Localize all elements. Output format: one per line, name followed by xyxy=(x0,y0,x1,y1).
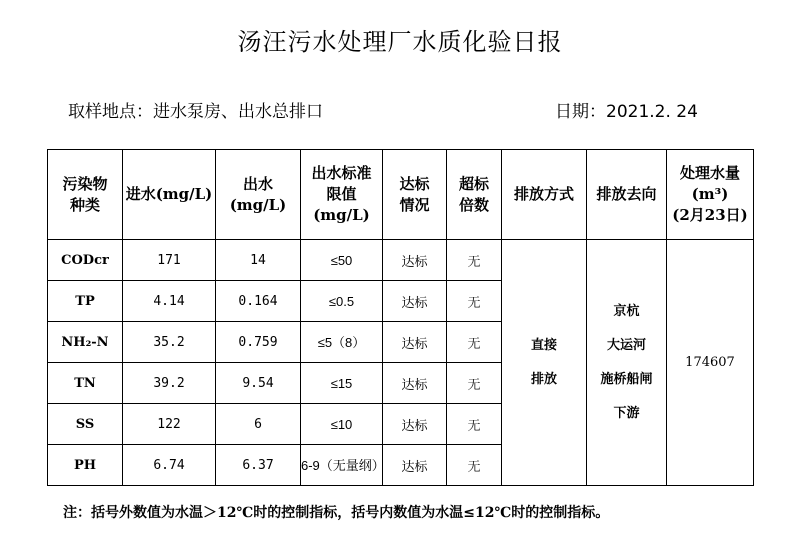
limit-cell: 6-9（无量纲） xyxy=(301,445,383,486)
water-quality-table xyxy=(47,149,754,486)
inflow-cell: 35.2 xyxy=(123,322,216,363)
inflow-cell: 6.74 xyxy=(123,445,216,486)
outflow-cell: 0.759 xyxy=(216,322,301,363)
header-discharge-method: 排放方式 xyxy=(502,150,587,240)
header-discharge-destination: 排放去向 xyxy=(587,150,667,240)
status-cell: 达标 xyxy=(383,281,447,322)
pollutant-cell: TP xyxy=(48,281,123,322)
outflow-cell: 6.37 xyxy=(216,445,301,486)
excess-cell: 无 xyxy=(447,322,502,363)
volume-cell: 174607 xyxy=(667,240,754,486)
status-cell: 达标 xyxy=(383,240,447,281)
excess-cell: 无 xyxy=(447,363,502,404)
status-cell: 达标 xyxy=(383,404,447,445)
header-excess: 超标 倍数 xyxy=(447,150,502,240)
inflow-cell: 122 xyxy=(123,404,216,445)
report-title: 汤汪污水处理厂水质化验日报 xyxy=(237,28,563,56)
header-outflow: 出水 (mg/L) xyxy=(216,150,301,240)
table-row xyxy=(48,240,754,281)
excess-cell: 无 xyxy=(447,404,502,445)
pollutant-cell: NH₂-N xyxy=(48,322,123,363)
report-date: 日期：2021.2. 24 xyxy=(555,102,698,122)
pollutant-cell: CODcr xyxy=(48,240,123,281)
pollutant-cell: TN xyxy=(48,363,123,404)
outflow-cell: 9.54 xyxy=(216,363,301,404)
pollutant-cell: SS xyxy=(48,404,123,445)
inflow-cell: 39.2 xyxy=(123,363,216,404)
discharge-method-cell: 直接 排放 xyxy=(502,240,587,486)
outflow-cell: 14 xyxy=(216,240,301,281)
sampling-location: 取样地点：进水泵房、出水总排口 xyxy=(68,102,323,122)
header-limit: 出水标准 限值 (mg/L) xyxy=(301,150,383,240)
excess-cell: 无 xyxy=(447,445,502,486)
status-cell: 达标 xyxy=(383,445,447,486)
footnote: 注：括号外数值为水温＞12℃时的控制指标，括号内数值为水温≤12℃时的控制指标。 xyxy=(63,505,610,521)
excess-cell: 无 xyxy=(447,240,502,281)
limit-cell: ≤5（8） xyxy=(301,322,383,363)
discharge-destination-cell: 京杭 大运河 施桥船闸 下游 xyxy=(587,240,667,486)
limit-cell: ≤10 xyxy=(301,404,383,445)
outflow-cell: 6 xyxy=(216,404,301,445)
header-volume: 处理水量 (m³) (2月23日) xyxy=(667,150,754,240)
header-status: 达标 情况 xyxy=(383,150,447,240)
inflow-cell: 4.14 xyxy=(123,281,216,322)
outflow-cell: 0.164 xyxy=(216,281,301,322)
pollutant-cell: PH xyxy=(48,445,123,486)
header-pollutant: 污染物 种类 xyxy=(48,150,123,240)
limit-cell: ≤15 xyxy=(301,363,383,404)
inflow-cell: 171 xyxy=(123,240,216,281)
limit-cell: ≤0.5 xyxy=(301,281,383,322)
status-cell: 达标 xyxy=(383,322,447,363)
limit-cell: ≤50 xyxy=(301,240,383,281)
header-row xyxy=(48,150,754,240)
excess-cell: 无 xyxy=(447,281,502,322)
header-inflow: 进水(mg/L) xyxy=(123,150,216,240)
status-cell: 达标 xyxy=(383,363,447,404)
